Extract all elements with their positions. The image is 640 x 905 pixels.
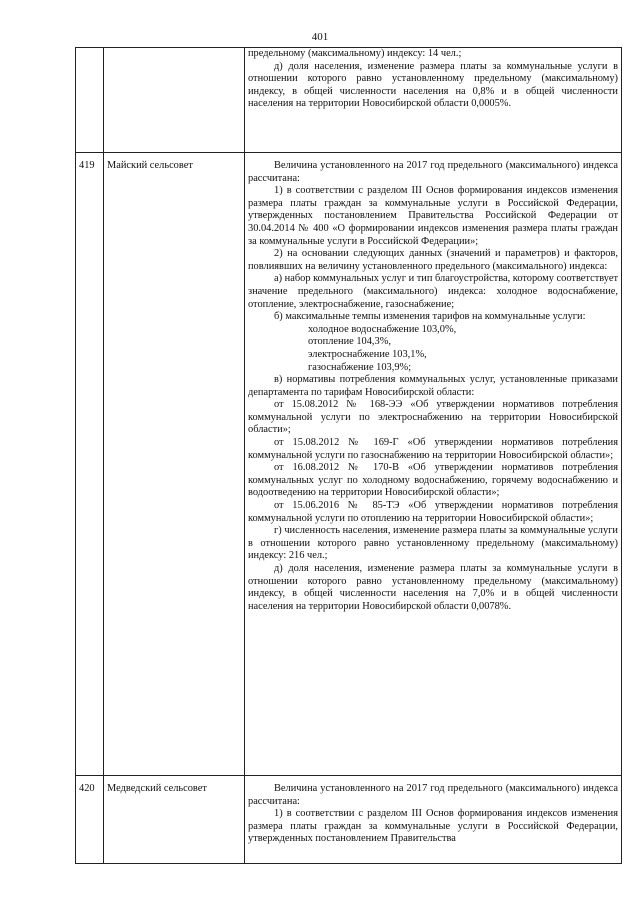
description-cell <box>245 153 622 776</box>
paragraph: г) численность населения, изменение размера платы за коммунальные услуги в отношении которого равно установленному предельному (максимальному) индексу: 216 чел.; <box>248 525 618 562</box>
description-cell <box>245 776 622 864</box>
row-number-cell: 419 <box>76 153 104 776</box>
page-number: 401 <box>311 31 329 43</box>
municipality-cell: Майский сельсовет <box>104 153 245 776</box>
document-table <box>75 47 622 864</box>
paragraph: а) набор коммунальных услуг и тип благоустройства, которому соответствует значение предельного (максимального) индекса: холодное водоснабжение, отопление, электроснабжение, газоснабжение; <box>248 273 618 310</box>
table-row-continuation <box>76 48 622 153</box>
municipality-cell <box>104 48 245 153</box>
paragraph: в) нормативы потребления коммунальных услуг, установленные приказами департамента по тарифам Новосибирской области: <box>248 374 618 398</box>
row-number-cell <box>76 48 104 153</box>
paragraph: холодное водоснабжение 103,0%, <box>308 323 457 335</box>
paragraph: отопление 104,3%, <box>308 336 391 348</box>
paragraph: от 15.08.2012 № 169-Г «Об утверждении нормативов потребления коммунальной услуги по газоснабжению на территории Новосибирской области»; <box>248 437 618 461</box>
table-row <box>76 153 622 776</box>
paragraph: предельному (максимальному) индексу: 14 чел.; <box>248 48 462 59</box>
paragraph: газоснабжение 103,9%; <box>308 361 412 373</box>
paragraph: б) максимальные темпы изменения тарифов на коммунальные услуги: <box>274 311 586 323</box>
paragraph: 1) в соответствии с разделом III Основ формирования индексов изменения размера платы граждан за коммунальные услуги в Российской Федерации, утвержденных постановлением Правительства Российской Федерации от 30.04.2014 № 400 «О формировании индексов изменения размера платы граждан за коммунальные услуги в Российской Федерации»; <box>248 185 618 247</box>
paragraph: электроснабжение 103,1%, <box>308 348 427 360</box>
table-row <box>76 776 622 864</box>
paragraph: Величина установленного на 2017 год предельного (максимального) индекса рассчитана: <box>248 160 618 184</box>
paragraph: Величина установленного на 2017 год предельного (максимального) индекса рассчитана: <box>248 783 618 807</box>
paragraph: от 16.08.2012 № 170-В «Об утверждении нормативов потребления коммунальных услуг по холодному водоснабжению, горячему водоснабжению и водоотведению на территории Новосибирской области»; <box>248 462 618 499</box>
paragraph: 1) в соответствии с разделом III Основ формирования индексов изменения размера платы граждан за коммунальные услуги в Российской Федерации, утвержденных постановлением Правительства <box>248 808 618 845</box>
paragraph: д) доля населения, изменение размера платы за коммунальные услуги в отношении которого равно установленному предельному (максимальному) индексу, в общей численности населения на 0,8% и в общей численности населения на территории Новосибирской области 0,0005%. <box>248 60 618 110</box>
paragraph: д) доля населения, изменение размера платы за коммунальные услуги в отношении которого равно установленному предельному (максимальному) индексу, в общей численности населения на 7,0% и в общей численности населения на территории Новосибирской области 0,0078%. <box>248 563 618 612</box>
municipality-cell: Медведский сельсовет <box>104 776 245 864</box>
paragraph: от 15.08.2012 № 168-ЭЭ «Об утверждении нормативов потребления коммунальной услуги по электроснабжению на территории Новосибирской области»; <box>248 399 618 436</box>
paragraph: 2) на основании следующих данных (значений и параметров) и факторов, повлиявших на величину установленного предельного (максимального) индекса: <box>248 248 618 272</box>
paragraph: от 15.06.2016 № 85-ТЭ «Об утверждении нормативов потребления коммунальной услуги по отоплению на территории Новосибирской области»; <box>248 500 618 524</box>
row-number-cell: 420 <box>76 776 104 864</box>
description-cell <box>245 48 622 153</box>
